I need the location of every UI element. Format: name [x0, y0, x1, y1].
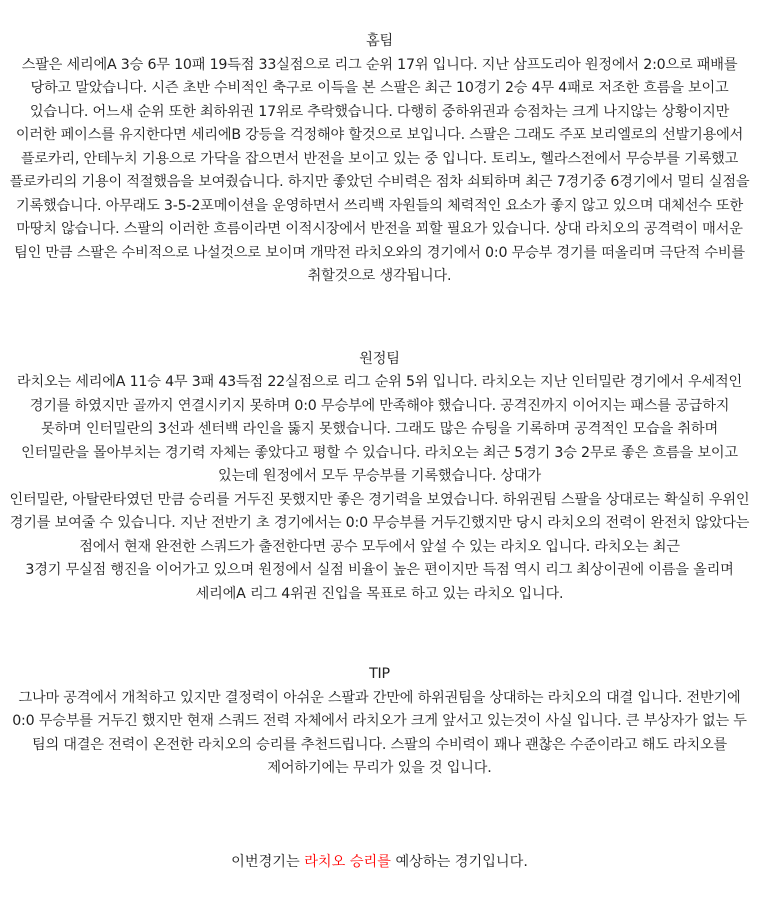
- home-team-section: [8, 30, 751, 289]
- spacer: [8, 606, 751, 663]
- conclusion-suffix: 예상하는 경기입니다.: [390, 853, 528, 870]
- home-team-analysis: 스팔은 세리에A 3승 6무 10패 19득점 33실점으로 리그 순위 17위 입니다. 지난 삼프도리아 원정에서 2:0으로 패배를 당하고 말았습니다. 시즌 초반 수비적인 축구로 이득을 본 스팔은 최근 10경기 2승 4무 4패로 저조한 흐름을 보이고 있습니다. 어느새 순위 또한 최하위권 17위로 추락했습니다. 다행히 중하위권과 승점차는 크게 나지않는 상황이지만 이러한 페이스를 유지한다면 세리에B 강등을 걱정해야 할것으로 보입니다. 스팔은 그래도 주포 보리엘로의 선발기용에서 플로카리, 안테누치 기용으로 가닥을 잡으면서 반전을 보이고 있는 중 입니다. 토리노, 헬라스전에서 무승부를 기록했고 플로카리의 기용이 적절했음을 보여줬습니다. 하지만 좋았던 수비력은 점차 쇠퇴하며 최근 7경기중 6경기에서 멀티 실점을 기록했습니다. 아무래도 3-5-2포메이션을 운영하면서 쓰리백 자원들의 체력적인 요소가 좋지 않고 있으며 대체선수 또한 마땅치 않습니다. 스팔의 이러한 흐름이라면 이적시장에서 반전을 꾀할 필요가 있습니다. 상대 라치오의 공격력이 매서운 팀인 만큼 스팔은 수비적으로 나설것으로 보이며 개막전 라치오와의 경기에서 0:0 무승부 경기를 떠올리며 극단적 수비를 취할것으로 생각됩니다.: [9, 56, 750, 284]
- away-team-analysis-part-2: 인터밀란, 아탈란타였던 만큼 승리를 거두진 못했지만 좋은 경기력을 보였습니다. 하위권팀 스팔을 상대로는 확실히 우위인 경기를 보여줄 수 있습니다. 지난 전반기 초 경기에서는 0:0 무승부를 거두긴했지만 당시 라치오의 전력이 완전치 않았다는 점에서 현재 완전한 스쿼드가 출전한다면 공수 모두에서 앞설 수 있는 라치오 입니다. 라치오는 최근: [9, 491, 750, 555]
- spacer: [8, 781, 751, 851]
- conclusion-prefix: 이번경기는: [231, 853, 305, 870]
- away-team-analysis-part-3: 3경기 무실점 행진을 이어가고 있으며 원정에서 실점 비율이 높은 편이지만 득점 역시 리그 최상이권에 이름을 올리며 세리에A 리그 4위권 진입을 목표로 하고 있는 라치오 입니다.: [25, 562, 734, 602]
- prediction-conclusion: [8, 851, 751, 875]
- tip-section: [8, 663, 751, 781]
- away-team-section: [8, 348, 751, 607]
- spacer: [8, 289, 751, 348]
- tip-analysis: 그나마 공격에서 개척하고 있지만 결정력이 아쉬운 스팔과 간만에 하위권팀을 상대하는 라치오의 대결 입니다. 전반기에 0:0 무승부를 거두긴 했지만 현재 스쿼드 전력 자체에서 라치오가 크게 앞서고 있는것이 사실 입니다. 큰 부상자가 없는 두 팀의 대결은 전력이 온전한 라치오의 승리를 추천드립니다. 스팔의 수비력이 꽤나 괜찮은 수준이라고 해도 라치오를 제어하기에는 무리가 있을 것 입니다.: [12, 689, 747, 776]
- away-team-title: 원정팀: [359, 350, 400, 367]
- away-team-analysis-part-1: 라치오는 세리에A 11승 4무 3패 43득점 22실점으로 리그 순위 5위 입니다. 라치오는 지난 인터밀란 경기에서 우세적인 경기를 하였지만 골까지 연결시키지 못하며 0:0 무승부에 만족해야 했습니다. 공격진까지 이어지는 패스를 공급하지 못하며 인터밀란의 3선과 센터백 라인을 뚫지 못했습니다. 그래도 많은 슈팅을 기록하며 공격적인 모습을 취하며 인터밀란을 몰아부치는 경기력 자체는 좋았다고 평할 수 있습니다. 라치오는 최근 5경기 3승 2무로 좋은 흐름을 보이고 있는데 원정에서 모두 무승부를 기록했습니다. 상대가: [16, 374, 743, 484]
- home-team-title: 홈팀: [365, 33, 393, 49]
- tip-title: TIP: [369, 666, 390, 682]
- predicted-result-highlight: 라치오 승리를: [304, 853, 391, 870]
